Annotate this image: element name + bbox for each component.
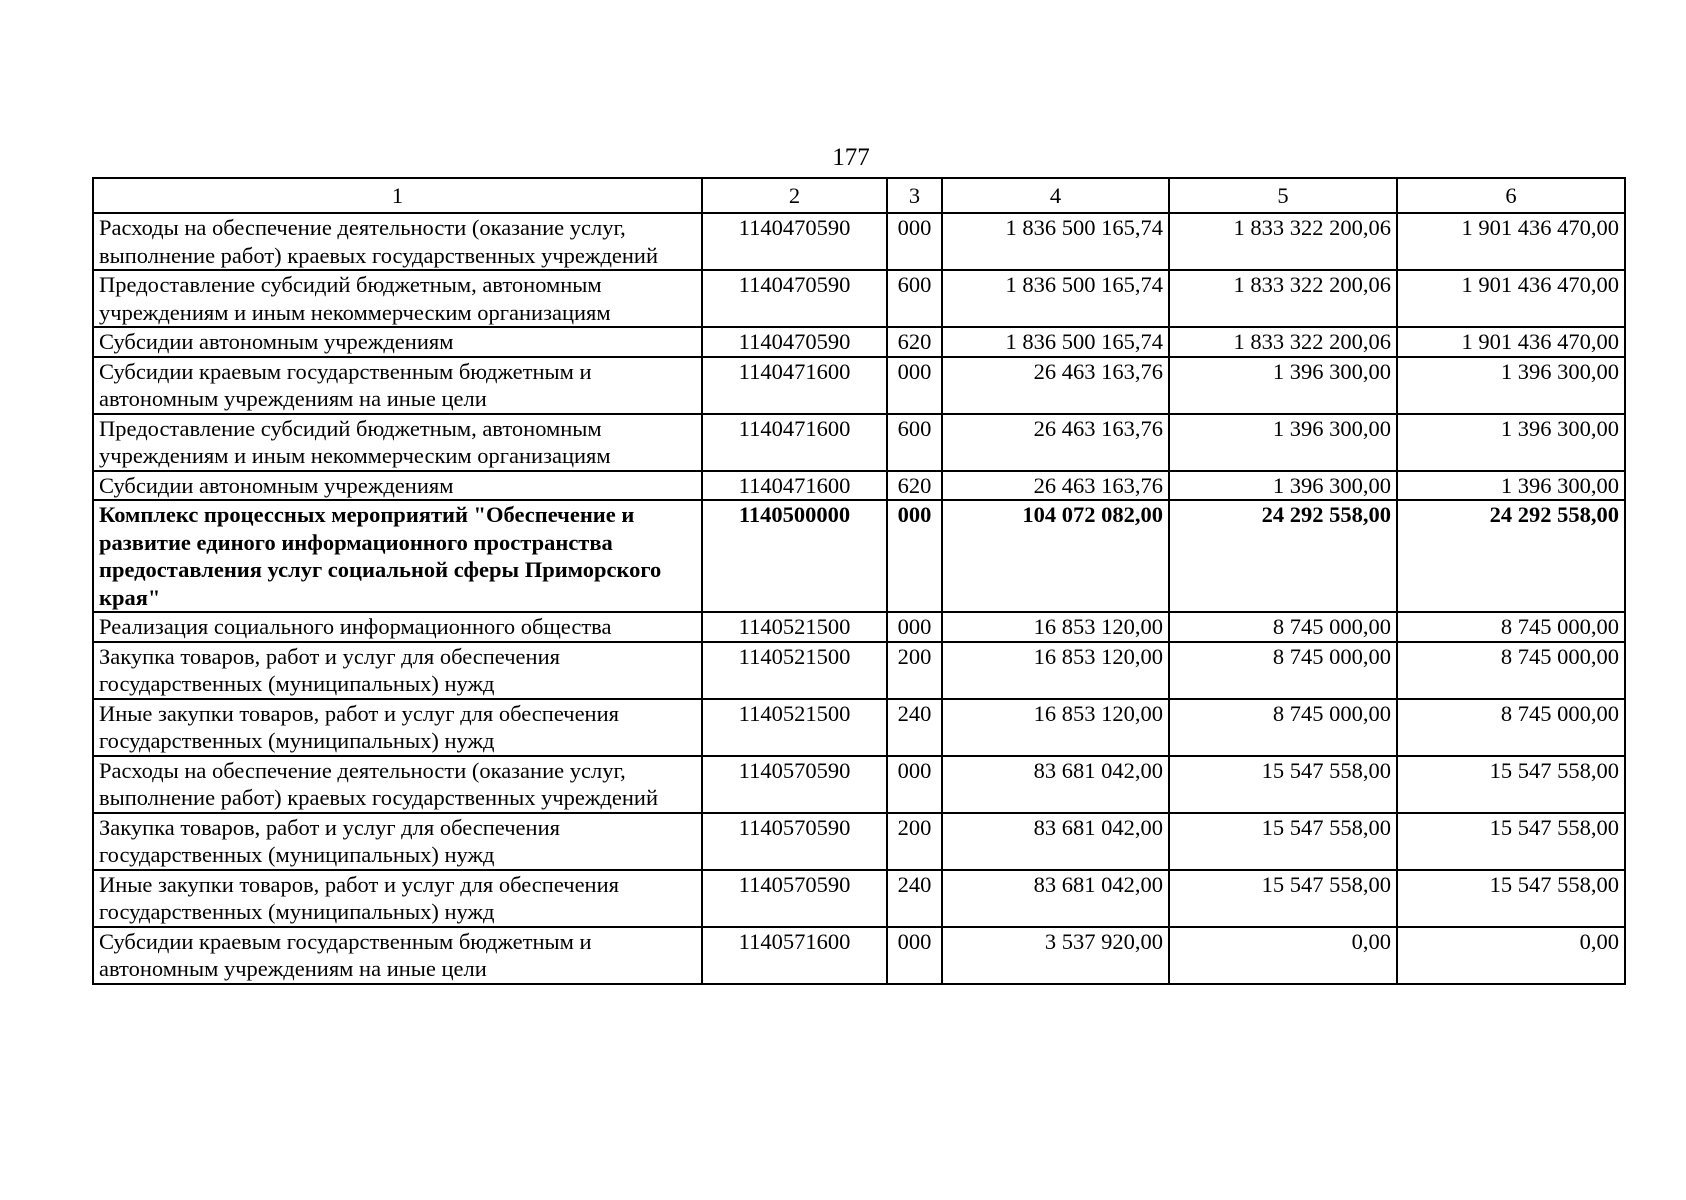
row-amount-col5: 1 833 322 200,06 (1169, 327, 1397, 357)
row-amount-col4: 16 853 120,00 (942, 612, 1169, 642)
row-name-cell: Комплекс процессных мероприятий "Обеспечение и развитие единого информационного пространства предоставления услуг социальной сферы Приморского края" (93, 500, 702, 612)
row-vr-cell: 000 (887, 357, 942, 414)
row-vr-cell: 000 (887, 500, 942, 612)
row-name-cell: Закупка товаров, работ и услуг для обеспечения государственных (муниципальных) нужд (93, 642, 702, 699)
row-amount-col5: 1 833 322 200,06 (1169, 213, 1397, 270)
row-vr-cell: 200 (887, 642, 942, 699)
row-amount-col5: 24 292 558,00 (1169, 500, 1397, 612)
column-header-6: 6 (1397, 178, 1625, 213)
row-amount-col5: 1 396 300,00 (1169, 471, 1397, 501)
table-row (93, 870, 1625, 927)
table-row (93, 270, 1625, 327)
row-amount-col5: 1 396 300,00 (1169, 414, 1397, 471)
row-code-cell: 1140471600 (702, 414, 887, 471)
row-amount-col4: 83 681 042,00 (942, 813, 1169, 870)
row-code-cell: 1140470590 (702, 213, 887, 270)
row-amount-col5: 1 396 300,00 (1169, 357, 1397, 414)
row-name-cell: Субсидии автономным учреждениям (93, 471, 702, 501)
row-amount-col4: 26 463 163,76 (942, 414, 1169, 471)
row-name-cell: Закупка товаров, работ и услуг для обеспечения государственных (муниципальных) нужд (93, 813, 702, 870)
row-amount-col5: 8 745 000,00 (1169, 699, 1397, 756)
row-amount-col4: 104 072 082,00 (942, 500, 1169, 612)
row-vr-cell: 000 (887, 927, 942, 984)
row-amount-col6: 0,00 (1397, 927, 1625, 984)
row-name-cell: Расходы на обеспечение деятельности (оказание услуг, выполнение работ) краевых государственных учреждений (93, 213, 702, 270)
row-code-cell: 1140570590 (702, 756, 887, 813)
row-amount-col4: 26 463 163,76 (942, 357, 1169, 414)
column-header-4: 4 (942, 178, 1169, 213)
row-code-cell: 1140521500 (702, 699, 887, 756)
budget-table (92, 177, 1626, 985)
row-amount-col4: 1 836 500 165,74 (942, 270, 1169, 327)
row-name-cell: Иные закупки товаров, работ и услуг для обеспечения государственных (муниципальных) нужд (93, 699, 702, 756)
row-name-cell: Субсидии краевым государственным бюджетным и автономным учреждениям на иные цели (93, 357, 702, 414)
row-amount-col6: 15 547 558,00 (1397, 870, 1625, 927)
row-amount-col5: 8 745 000,00 (1169, 642, 1397, 699)
row-name-cell: Реализация социального информационного общества (93, 612, 702, 642)
row-amount-col6: 1 396 300,00 (1397, 414, 1625, 471)
row-amount-col4: 26 463 163,76 (942, 471, 1169, 501)
row-amount-col6: 8 745 000,00 (1397, 612, 1625, 642)
row-amount-col6: 8 745 000,00 (1397, 699, 1625, 756)
row-amount-col6: 15 547 558,00 (1397, 813, 1625, 870)
table-body (93, 213, 1625, 984)
row-amount-col6: 1 901 436 470,00 (1397, 327, 1625, 357)
row-name-cell: Предоставление субсидий бюджетным, автономным учреждениям и иным некоммерческим организациям (93, 414, 702, 471)
row-amount-col6: 1 396 300,00 (1397, 357, 1625, 414)
table-row (93, 927, 1625, 984)
header-row (93, 178, 1625, 213)
row-amount-col5: 0,00 (1169, 927, 1397, 984)
table-row (93, 357, 1625, 414)
row-code-cell: 1140471600 (702, 357, 887, 414)
row-amount-col4: 16 853 120,00 (942, 642, 1169, 699)
page-number: 177 (832, 144, 870, 171)
row-code-cell: 1140570590 (702, 870, 887, 927)
row-amount-col6: 15 547 558,00 (1397, 756, 1625, 813)
row-code-cell: 1140470590 (702, 270, 887, 327)
row-code-cell: 1140470590 (702, 327, 887, 357)
row-amount-col4: 1 836 500 165,74 (942, 213, 1169, 270)
row-code-cell: 1140521500 (702, 642, 887, 699)
row-vr-cell: 200 (887, 813, 942, 870)
column-header-3: 3 (887, 178, 942, 213)
row-amount-col6: 1 901 436 470,00 (1397, 270, 1625, 327)
row-code-cell: 1140570590 (702, 813, 887, 870)
row-name-cell: Субсидии автономным учреждениям (93, 327, 702, 357)
row-code-cell: 1140471600 (702, 471, 887, 501)
row-name-cell: Иные закупки товаров, работ и услуг для обеспечения государственных (муниципальных) нужд (93, 870, 702, 927)
row-vr-cell: 240 (887, 699, 942, 756)
row-vr-cell: 000 (887, 756, 942, 813)
row-amount-col6: 1 901 436 470,00 (1397, 213, 1625, 270)
row-vr-cell: 000 (887, 213, 942, 270)
column-header-1: 1 (93, 178, 702, 213)
row-amount-col5: 1 833 322 200,06 (1169, 270, 1397, 327)
row-amount-col4: 3 537 920,00 (942, 927, 1169, 984)
row-amount-col4: 16 853 120,00 (942, 699, 1169, 756)
table-row (93, 756, 1625, 813)
row-vr-cell: 240 (887, 870, 942, 927)
row-name-cell: Расходы на обеспечение деятельности (оказание услуг, выполнение работ) краевых государственных учреждений (93, 756, 702, 813)
row-name-cell: Субсидии краевым государственным бюджетным и автономным учреждениям на иные цели (93, 927, 702, 984)
row-amount-col5: 15 547 558,00 (1169, 756, 1397, 813)
row-vr-cell: 600 (887, 414, 942, 471)
table-row (93, 471, 1625, 501)
table-row (93, 699, 1625, 756)
row-vr-cell: 620 (887, 327, 942, 357)
row-amount-col5: 8 745 000,00 (1169, 612, 1397, 642)
row-amount-col6: 8 745 000,00 (1397, 642, 1625, 699)
table-row (93, 327, 1625, 357)
row-amount-col5: 15 547 558,00 (1169, 813, 1397, 870)
row-amount-col6: 24 292 558,00 (1397, 500, 1625, 612)
row-code-cell: 1140521500 (702, 612, 887, 642)
column-header-2: 2 (702, 178, 887, 213)
row-amount-col6: 1 396 300,00 (1397, 471, 1625, 501)
row-name-cell: Предоставление субсидий бюджетным, автономным учреждениям и иным некоммерческим организациям (93, 270, 702, 327)
table-row (93, 642, 1625, 699)
row-code-cell: 1140571600 (702, 927, 887, 984)
row-amount-col4: 1 836 500 165,74 (942, 327, 1169, 357)
table-row (93, 500, 1625, 612)
table-row (93, 612, 1625, 642)
table-row (93, 414, 1625, 471)
table-row (93, 213, 1625, 270)
column-header-5: 5 (1169, 178, 1397, 213)
row-amount-col4: 83 681 042,00 (942, 756, 1169, 813)
row-amount-col5: 15 547 558,00 (1169, 870, 1397, 927)
row-code-cell: 1140500000 (702, 500, 887, 612)
row-amount-col4: 83 681 042,00 (942, 870, 1169, 927)
row-vr-cell: 000 (887, 612, 942, 642)
row-vr-cell: 620 (887, 471, 942, 501)
table-row (93, 813, 1625, 870)
row-vr-cell: 600 (887, 270, 942, 327)
